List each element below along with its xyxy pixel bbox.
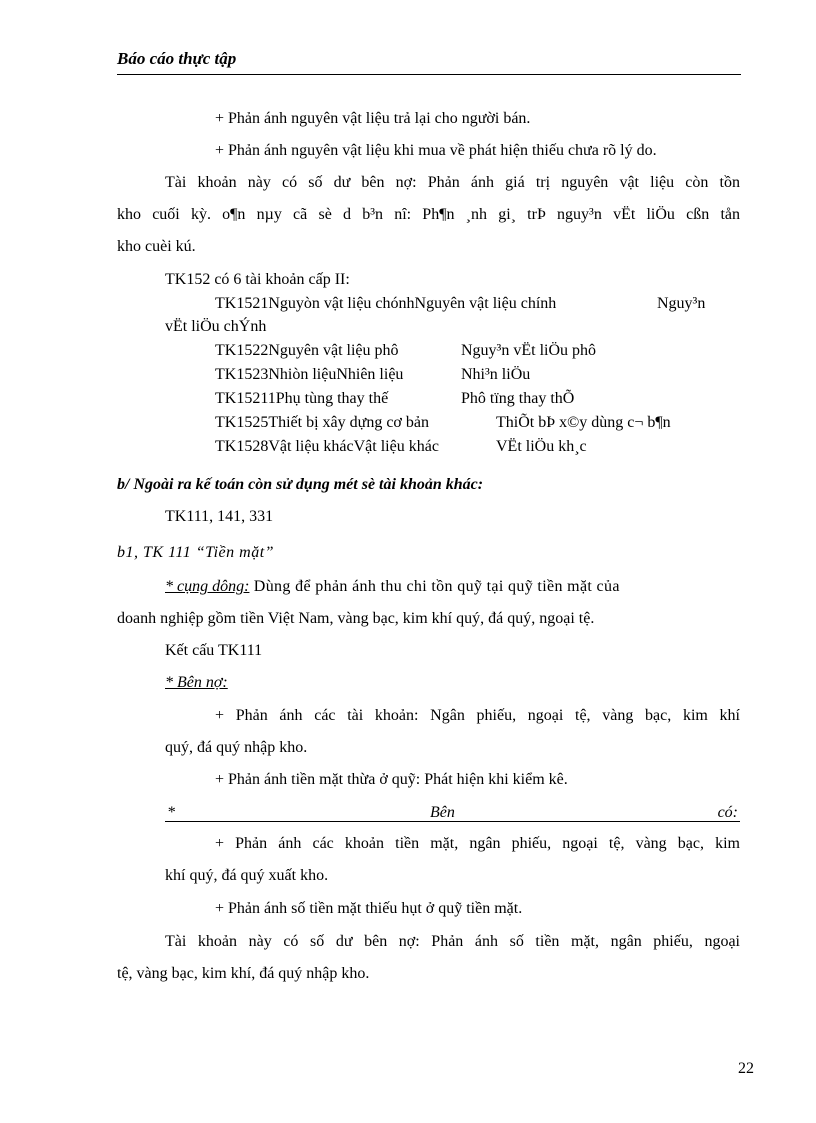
page-header-title: Báo cáo thực tập bbox=[117, 49, 237, 68]
ben-co-end: có: bbox=[717, 804, 738, 821]
account-item-left: TK1521Nguyòn vật liệu chónhNguyên vật liệu chính bbox=[215, 295, 557, 312]
ben-co-word: Bên bbox=[430, 804, 455, 821]
account-item-left: TK15211Phụ tùng thay thế bbox=[215, 390, 389, 407]
account-item-left: TK1522Nguyên vật liệu phô bbox=[215, 342, 399, 359]
paragraph-line: + Phản ánh tiền mặt thừa ở quỹ: Phát hiện khi kiểm kê. bbox=[215, 771, 568, 788]
ben-co-star: * bbox=[167, 804, 175, 821]
label-cong-dung: * cụng dông: bbox=[165, 578, 250, 595]
paragraph-line: Tài khoản này có số dư bên nợ: Phản ánh số tiền mặt, ngân phiếu, ngoại bbox=[165, 933, 740, 950]
ben-co-underline bbox=[165, 821, 740, 822]
paragraph-line: + Phản ánh nguyên vật liệu trả lại cho người bán. bbox=[215, 110, 531, 127]
paragraph-line: quý, đá quý nhập kho. bbox=[165, 739, 308, 756]
paragraph-line: doanh nghiệp gồm tiền Việt Nam, vàng bạc, kim khí quý, đá quý, ngoại tệ. bbox=[117, 610, 595, 627]
paragraph-line: TK111, 141, 331 bbox=[165, 508, 274, 525]
paragraph-line: tệ, vàng bạc, kim khí, đá quý nhập kho. bbox=[117, 965, 370, 982]
account-list-title: TK152 có 6 tài khoản cấp II: bbox=[165, 271, 350, 288]
account-item-right: Nguy³n bbox=[657, 295, 706, 312]
paragraph-line: + Phản ánh các tài khoản: Ngân phiếu, ngoại tệ, vàng bạc, kim khí bbox=[215, 707, 740, 724]
paragraph-line bbox=[165, 577, 740, 597]
paragraph-line: kho cuèi kú. bbox=[117, 238, 196, 255]
page-number: 22 bbox=[738, 1060, 754, 1077]
label-ben-no: * Bên nợ: bbox=[165, 674, 228, 691]
account-item-left: TK1528Vật liệu khácVật liệu khác bbox=[215, 438, 439, 455]
paragraph-line: khí quý, đá quý xuất kho. bbox=[165, 867, 329, 884]
paragraph-line: + Phản ánh các khoản tiền mặt, ngân phiếu, ngoại tệ, vàng bạc, kim bbox=[215, 835, 740, 852]
account-item-right: VËt liÖu kh¸c bbox=[496, 438, 587, 455]
paragraph-line: Kết cấu TK111 bbox=[165, 642, 263, 659]
subsection-heading: b1, TK 111 “Tiền mặt” bbox=[117, 544, 275, 561]
account-item-right: ThiÕt bÞ x©y dùng c¬ b¶n bbox=[496, 414, 671, 431]
account-item-right: Nhi³n liÖu bbox=[461, 366, 531, 383]
paragraph-line: kho cuối kỳ. o¶n nµy cã sè d b³n nî: Ph¶n ¸nh gi¸ trÞ nguy³n vËt liÖu cßn tån bbox=[117, 206, 740, 223]
paragraph-line: + Phản ánh nguyên vật liệu khi mua về phát hiện thiếu chưa rõ lý do. bbox=[215, 142, 657, 159]
paragraph-line: Tài khoản này có số dư bên nợ: Phản ánh giá trị nguyên vật liệu còn tồn bbox=[165, 174, 740, 191]
account-item-left: TK1525Thiết bị xây dựng cơ bản bbox=[215, 414, 429, 431]
account-item-left: vËt liÖu chÝnh bbox=[165, 318, 267, 335]
account-item-right: Phô tïng thay thÕ bbox=[461, 390, 575, 407]
header-divider bbox=[117, 74, 741, 75]
account-item-left: TK1523Nhiòn liệuNhiên liệu bbox=[215, 366, 404, 383]
account-item-right: Nguy³n vËt liÖu phô bbox=[461, 342, 597, 359]
label-cong-dung-text: Dùng để phản ánh thu chi tồn quỹ tại quỹ tiền mặt của bbox=[249, 578, 620, 595]
section-heading: b/ Ngoài ra kế toán còn sử dụng mét sè tài khoản khác: bbox=[117, 476, 484, 493]
paragraph-line: + Phản ánh số tiền mặt thiếu hụt ở quỹ tiền mặt. bbox=[215, 900, 523, 917]
